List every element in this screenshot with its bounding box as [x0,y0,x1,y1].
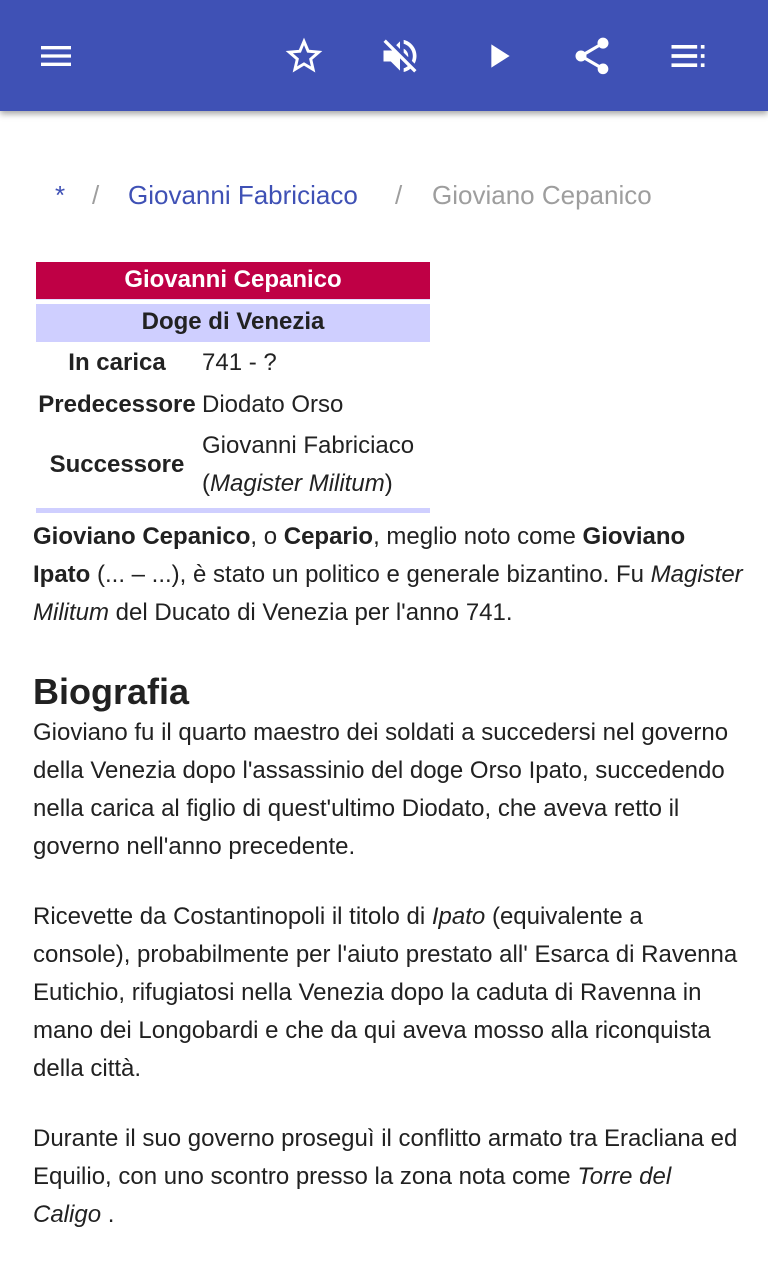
share-icon [570,34,614,78]
app-toolbar [0,0,768,111]
infobox-row-successore [36,426,430,504]
volume-off-icon [378,34,422,78]
play-button[interactable] [470,28,526,84]
infobox-label: Successore [49,451,185,478]
menu-icon [36,36,76,76]
infobox [36,262,430,513]
bold-name: Gioviano Cepanico [33,523,251,550]
infobox-label: In carica [68,349,166,376]
paragraph [33,898,743,1088]
lead-paragraph [33,518,743,632]
favorite-button[interactable] [276,28,332,84]
successor-title: Magister Militum [210,470,385,497]
text-run: del Ducato di Venezia per l'anno 741. [109,599,513,626]
text-run: , meglio noto come [373,523,583,550]
text-run: (equivalente a console), probabilmente per l'aiuto prestato all' Esarca di Ravenna Eutichio, rifugiatosi nella Venezia dopo la caduta di Ravenna in mano dei Longobardi e che da qui aveva mosso alla riconquista della città. [33,903,738,1082]
infobox-label: Predecessore [38,391,196,418]
text-run: Ricevette da Costantinopoli il titolo di [33,903,432,930]
italic-term: Torre del Caligo [33,1163,672,1228]
breadcrumb-separator: / [92,180,100,210]
breadcrumb-current: Gioviano Cepanico [432,180,652,210]
infobox-bottom-border [36,508,430,513]
infobox-row-in-carica [36,342,430,384]
italic-term: Magister Militum [33,561,743,626]
text-run: . [101,1201,115,1228]
text-run: (... – ...), è stato un politico e generale bizantino. Fu [90,561,651,588]
star-icon [282,34,326,78]
infobox-value: 741 - ? [202,349,277,376]
breadcrumb-separator: / [395,180,403,210]
mute-button[interactable] [372,28,428,84]
article-body [33,518,743,1234]
text-run: Durante il suo governo proseguì il conflitto armato tra Eracliana ed Equilio, con uno scontro presso la zona nota come [33,1125,738,1190]
bold-name: Cepario [283,523,374,550]
italic-term: Ipato [431,903,486,930]
successor-name: Giovanni Fabriciaco [202,432,415,459]
infobox-value: Giovanni Fabriciaco (Magister Militum) [202,432,415,497]
paragraph [33,1120,743,1234]
paragraph: Gioviano fu il quarto maestro dei soldati a succedersi nel governo della Venezia dopo l'assassinio del doge Orso Ipato, succedendo nella carica al figlio di quest'ultimo Diodato, che aveva retto il governo nell'anno precedente. [33,719,729,860]
bold-name: Gioviano Ipato [33,523,686,588]
infobox-title: Giovanni Cepanico [36,262,430,300]
breadcrumb-home-link[interactable]: * [55,180,66,210]
infobox-subtitle: Doge di Venezia [36,304,430,342]
share-button[interactable] [564,28,620,84]
text-run: , o [250,523,284,550]
play-icon [478,36,518,76]
menu-button[interactable] [28,28,84,84]
infobox-row-predecessore [36,384,430,426]
contents-button[interactable] [660,28,716,84]
infobox-value: Diodato Orso [202,391,344,418]
playlist-icon [666,34,710,78]
section-heading: Biografia [33,671,190,712]
breadcrumb-parent-link[interactable]: Giovanni Fabriciaco [128,180,358,210]
